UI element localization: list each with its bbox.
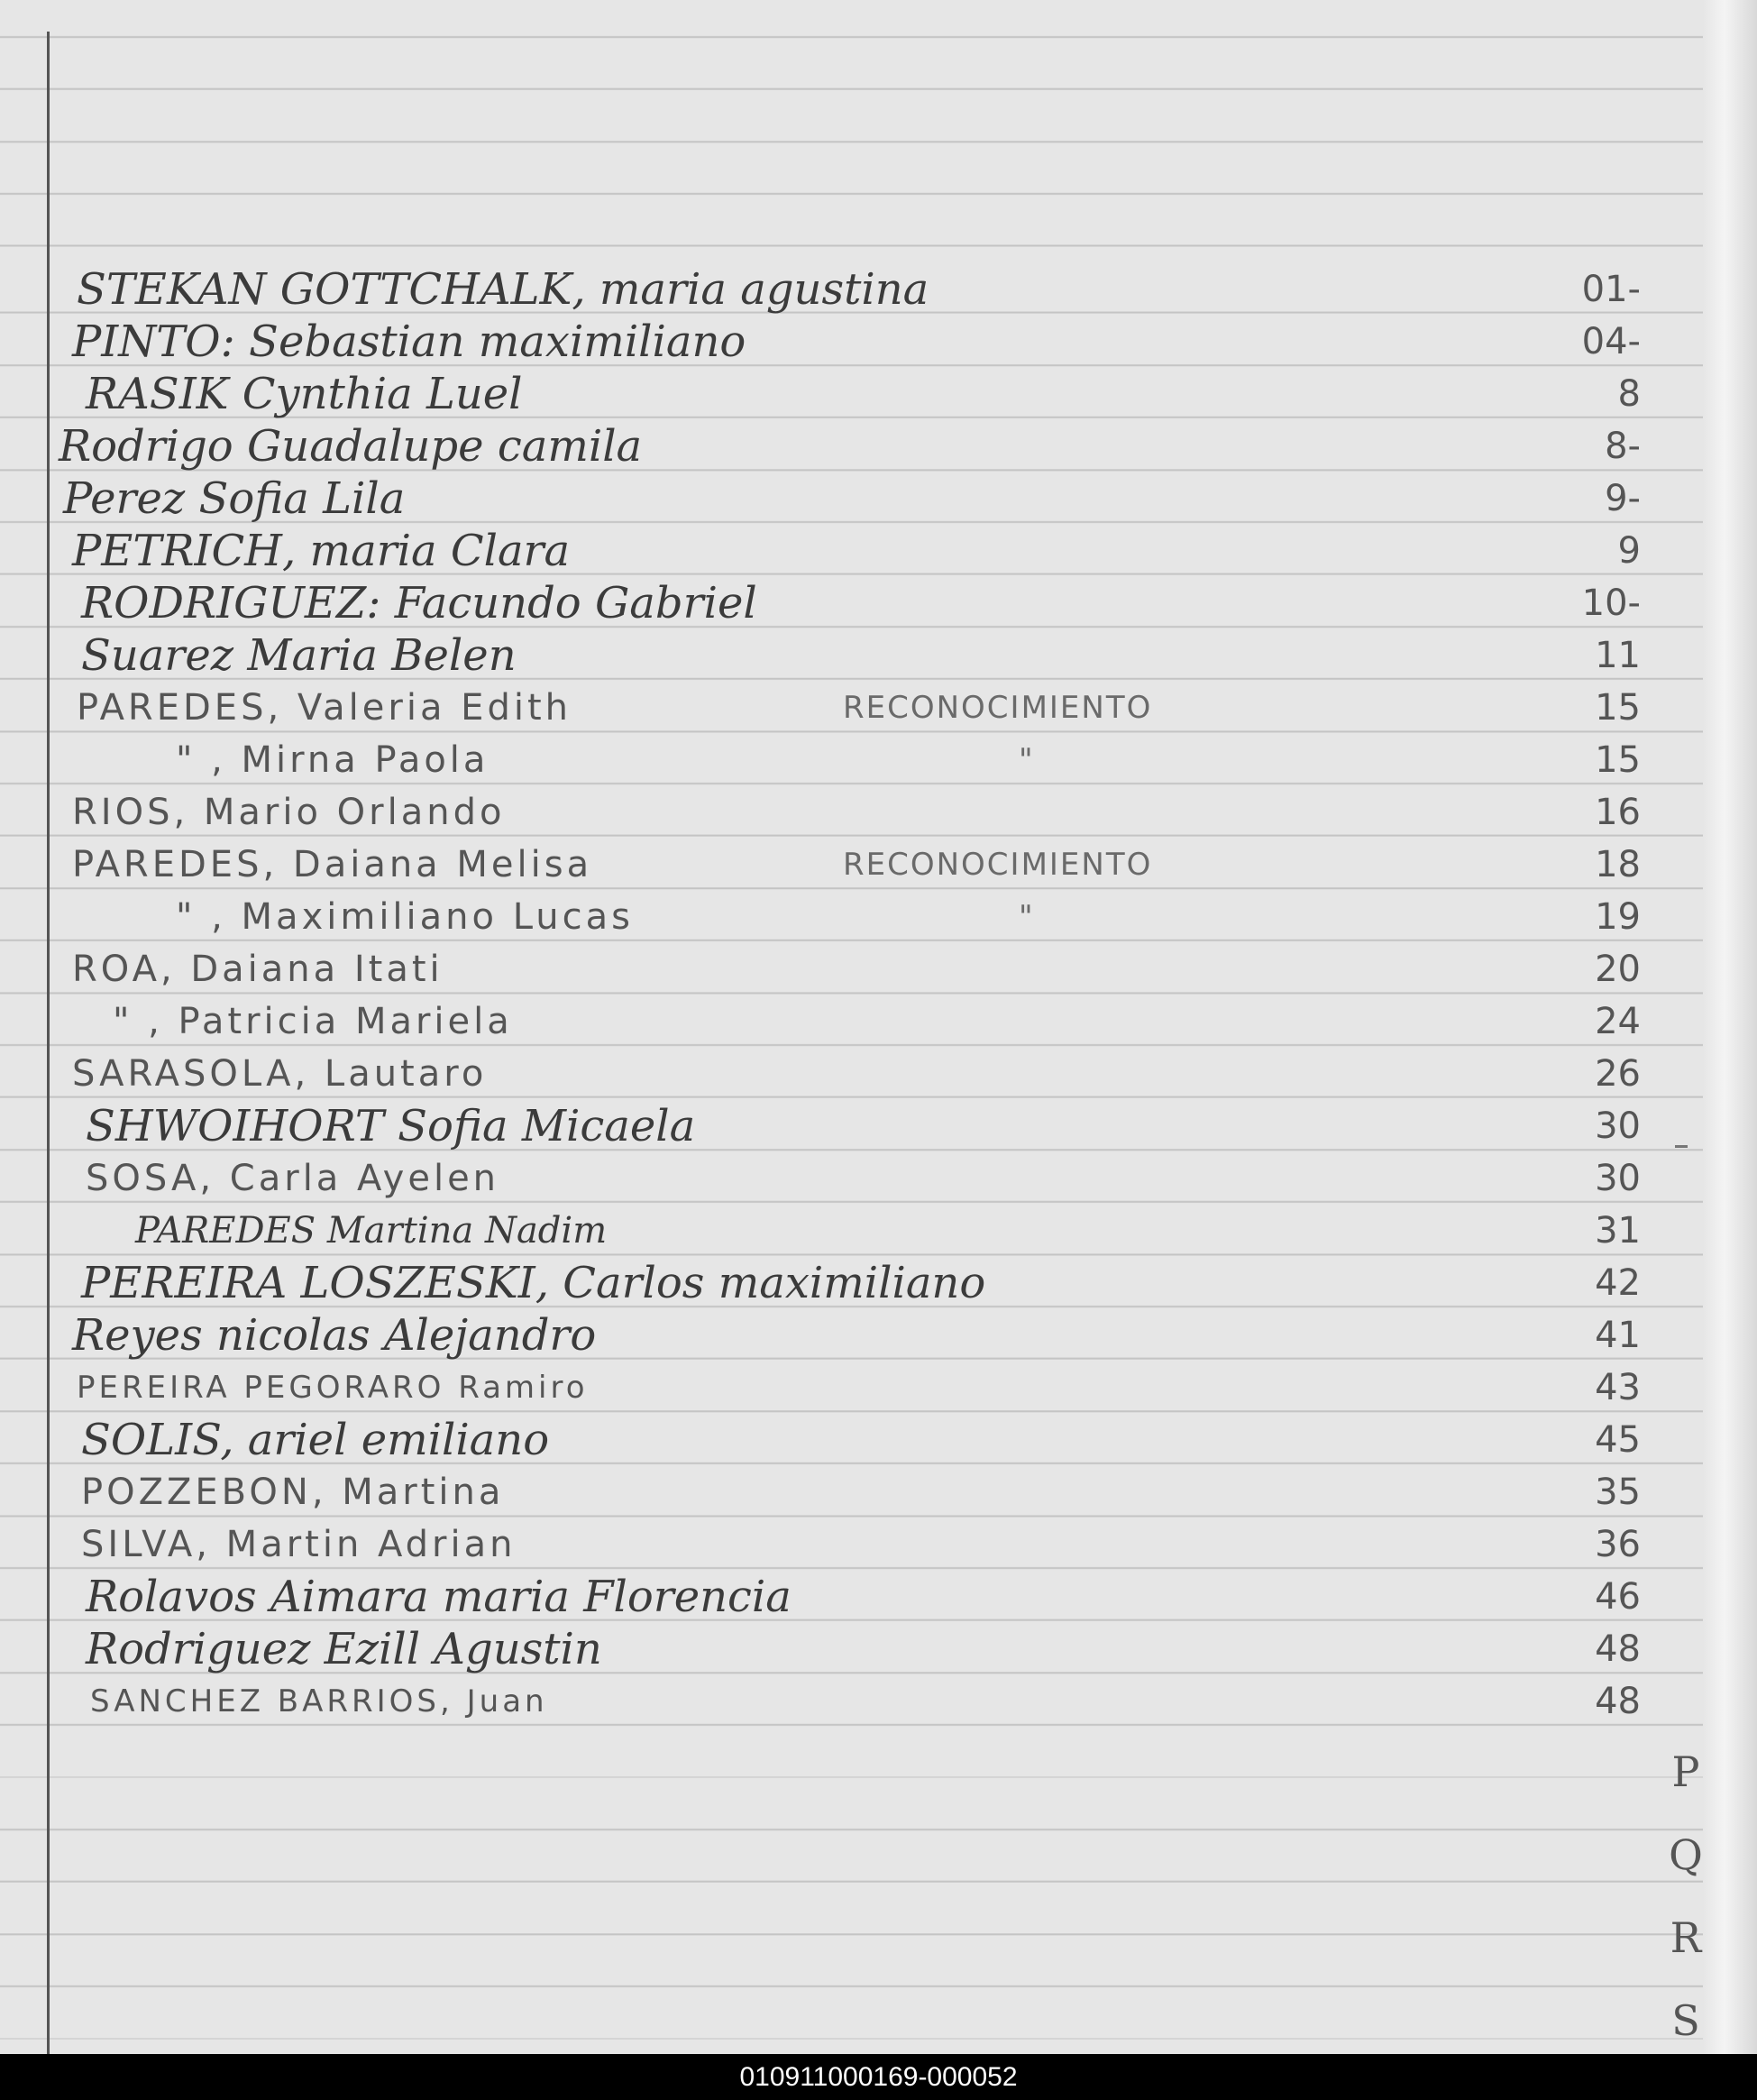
entry-number: 48 [1595, 1628, 1641, 1670]
entry-name: POZZEBON, Martina [81, 1472, 505, 1513]
entry-name: PAREDES, Daiana Melisa [72, 844, 593, 885]
entry-number: 42 [1595, 1262, 1641, 1304]
entry-number: 30 [1595, 1158, 1641, 1199]
entry-number: 36 [1595, 1524, 1641, 1565]
entry-name: Rodriguez Ezill Agustin [86, 1624, 602, 1674]
entry-number: 45 [1595, 1419, 1641, 1461]
entry-name: Suarez Maria Belen [81, 630, 517, 681]
list-item [0, 682, 1757, 734]
list-item [0, 1518, 1757, 1571]
entry-number: 30 [1595, 1105, 1641, 1147]
list-item [0, 1571, 1757, 1623]
list-item [0, 263, 1757, 316]
entry-number: 15 [1595, 687, 1641, 729]
entry-name: RIOS, Mario Orlando [72, 792, 506, 833]
entry-number: 48 [1595, 1681, 1641, 1722]
entry-name: RODRIGUEZ: Facundo Gabriel [81, 578, 757, 628]
list-item [0, 943, 1757, 995]
list-item [0, 1048, 1757, 1100]
index-letter-s: S [1671, 1996, 1700, 2045]
list-item [0, 316, 1757, 368]
entry-name: SILVA, Martin Adrian [81, 1524, 517, 1565]
entry-number: 31 [1595, 1210, 1641, 1252]
entry-note: RECONOCIMIENTO [843, 690, 1153, 726]
entry-name: SARASOLA, Lautaro [72, 1053, 488, 1095]
entry-number: 41 [1595, 1315, 1641, 1356]
list-item [0, 734, 1757, 786]
entry-number: 04- [1581, 321, 1641, 362]
entry-name: PEREIRA LOSZESKI, Carlos maximiliano [81, 1258, 986, 1308]
list-item [0, 420, 1757, 472]
list-item [0, 1205, 1757, 1257]
list-item [0, 629, 1757, 682]
entry-name: PAREDES Martina Nadim [135, 1210, 608, 1252]
entry-number: 26 [1595, 1053, 1641, 1095]
entry-name: " , Mirna Paola [176, 739, 490, 781]
list-item [0, 1675, 1757, 1728]
entry-number: 15 [1595, 739, 1641, 781]
entry-name: SHWOIHORT Sofia Micaela [86, 1101, 696, 1151]
list-item [0, 1309, 1757, 1362]
entry-number: 43 [1595, 1367, 1641, 1408]
list-item [0, 1257, 1757, 1309]
list-item [0, 1466, 1757, 1518]
index-letter-p: P [1671, 1747, 1700, 1796]
list-item [0, 1414, 1757, 1466]
entry-name: PINTO: Sebastian maximiliano [72, 316, 746, 367]
entry-name: SOSA, Carla Ayelen [86, 1158, 500, 1199]
list-item [0, 839, 1757, 891]
entry-number: 9- [1605, 478, 1641, 519]
entry-name: PAREDES, Valeria Edith [77, 687, 572, 729]
entry-name: " , Maximiliano Lucas [176, 896, 634, 938]
list-item [0, 525, 1757, 577]
entry-note: " [1019, 742, 1035, 778]
margin-mark [1675, 1145, 1688, 1148]
entry-name: Rodrigo Guadalupe camila [59, 421, 643, 472]
list-item [0, 1152, 1757, 1205]
entry-number: 46 [1595, 1576, 1641, 1618]
list-item [0, 786, 1757, 839]
entry-note: RECONOCIMIENTO [843, 847, 1153, 883]
entry-name: PETRICH, maria Clara [72, 526, 571, 576]
entry-number: 11 [1595, 635, 1641, 676]
entry-name: ROA, Daiana Itati [72, 949, 444, 990]
list-item [0, 891, 1757, 943]
entry-name: Rolavos Aimara maria Florencia [86, 1572, 792, 1622]
list-item [0, 1100, 1757, 1152]
entry-name: Perez Sofia Lila [63, 473, 406, 524]
list-item [0, 577, 1757, 629]
index-letter-q: Q [1669, 1830, 1703, 1879]
entry-name: " , Patricia Mariela [113, 1001, 513, 1042]
entry-number: 35 [1595, 1472, 1641, 1513]
entry-name: SOLIS, ariel emiliano [81, 1415, 550, 1465]
entry-number: 20 [1595, 949, 1641, 990]
entry-number: 9 [1617, 530, 1641, 572]
entry-name: RASIK Cynthia Luel [86, 369, 523, 419]
list-item [0, 472, 1757, 525]
list-item [0, 995, 1757, 1048]
entry-number: 24 [1595, 1001, 1641, 1042]
document-id-footer: 010911000169-000052 [0, 2054, 1757, 2100]
entry-name: STEKAN GOTTCHALK, maria agustina [77, 264, 929, 315]
entry-number: 18 [1595, 844, 1641, 885]
entry-number: 19 [1595, 896, 1641, 938]
entry-name: SANCHEZ BARRIOS, Juan [90, 1683, 548, 1719]
index-letter-r: R [1670, 1913, 1702, 1962]
list-item [0, 368, 1757, 420]
entry-number: 10- [1581, 582, 1641, 624]
entry-name: Reyes nicolas Alejandro [72, 1310, 597, 1361]
list-item [0, 1623, 1757, 1675]
entry-number: 01- [1581, 269, 1641, 310]
entry-number: 8- [1605, 426, 1641, 467]
entry-number: 16 [1595, 792, 1641, 833]
entry-number: 8 [1617, 373, 1641, 415]
list-item [0, 1362, 1757, 1414]
entry-name: PEREIRA PEGORARO Ramiro [77, 1370, 589, 1406]
entry-note: " [1019, 899, 1035, 935]
